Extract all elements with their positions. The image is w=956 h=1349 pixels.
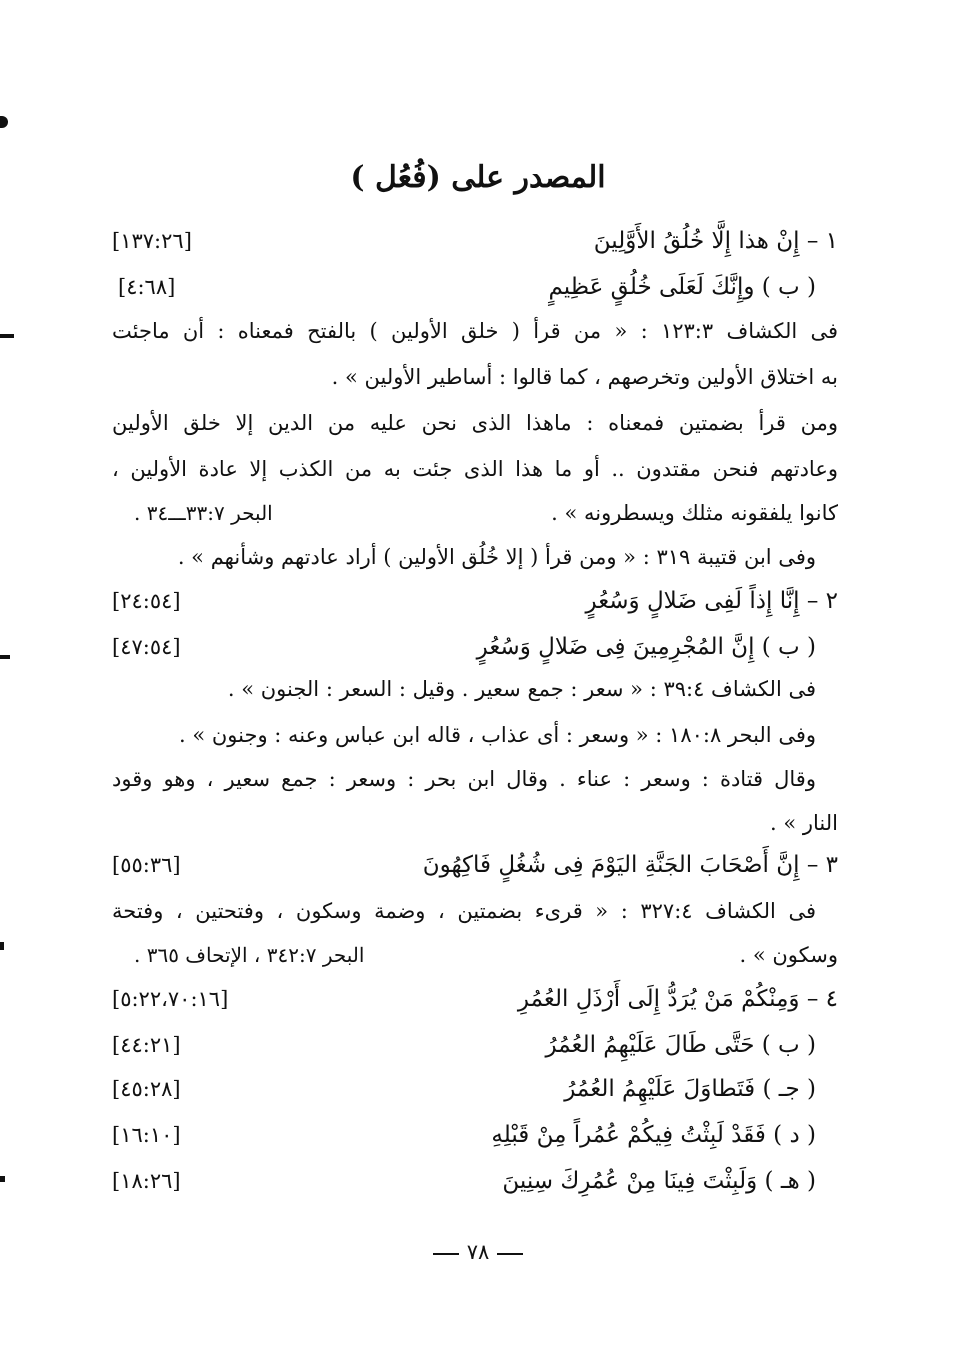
scan-mark	[0, 942, 4, 950]
verse-reference: [٤٤:٢١]	[112, 1033, 181, 1057]
page-number-text: ٧٨	[466, 1240, 490, 1264]
verse-reference: [٤:٦٨]	[118, 275, 176, 299]
verse-reference: [١٦:١٠]	[112, 1123, 181, 1147]
verse-reference: [٢٤:٥٤]	[112, 589, 181, 613]
commentary-text: النار » .	[770, 811, 838, 835]
commentary-text: وقال قتادة : وسعر : عناء . وقال ابن بحر : وسعر : جمع سعير ، وهو وقود	[112, 767, 816, 791]
commentary-text: وعادتهم فنحن مقتدون .. أو ما هذا الذى جئت به من الكذب إلا عادة الأولين ،	[112, 457, 838, 481]
scan-mark	[0, 334, 14, 338]
dash-right	[433, 1253, 459, 1255]
text-line	[112, 714, 838, 756]
commentary-text: فى الكشاف ٣٢٧:٤ : « قرىء بضمتين ، وضمة وسكون ، وفتحتين ، وفتحة	[112, 899, 816, 923]
text-line	[112, 402, 838, 444]
text-line	[112, 356, 838, 398]
commentary-text: ومن قرأ بضمتين فمعناه : ماهذا الذى نحن عليه من الدين إلا خلق الأولين	[112, 411, 838, 435]
verse-text: ( ب ) حَتَّى طَالَ عَلَيْهِمُ العُمُرُ	[545, 1032, 816, 1058]
commentary-text: وفى البحر ١٨٠:٨ : « وسعر : أى عذاب ، قاله ابن عباس وعنه : وجنون » .	[179, 723, 816, 747]
source-note: البحر ٣٤٢:٧ ، الإتحاف ٣٦٥ .	[134, 943, 365, 967]
scan-mark	[0, 116, 8, 128]
page-title: المصدر على (فُعُل )	[350, 160, 606, 195]
verse-text: ( ب ) وإِنَّكَ لَعَلَى خُلُقٍ عَظِيمٍ	[548, 274, 816, 300]
text-line	[112, 890, 838, 932]
verse-line	[112, 1024, 838, 1066]
verse-line	[112, 1114, 838, 1156]
verse-text: ٣ – إِنَّ أَصْحَابَ الجَنَّةِ اليَوْمَ فِى شُغُلٍ فَاكِهُونَ	[422, 852, 838, 878]
commentary-text: وسكون » .	[739, 943, 838, 967]
verse-text: ٢ – إِنَّا إِذاً لَفِى ضَلالٍ وَسُعُرٍ	[585, 588, 838, 614]
dash-left	[497, 1253, 523, 1255]
text-line	[112, 668, 838, 710]
text-line	[112, 934, 838, 976]
verse-line	[112, 626, 838, 668]
verse-line	[112, 266, 838, 308]
verse-text: ( هـ ) وَلَبِثْتَ فِينَا مِنْ عُمُرِكَ سِنِينَ	[502, 1168, 816, 1194]
verse-reference: [٤٥:٢٨]	[112, 1077, 181, 1101]
verse-line	[112, 1068, 838, 1110]
verse-line	[112, 580, 838, 622]
verse-line	[112, 220, 838, 262]
verse-line	[112, 978, 838, 1020]
verse-text: ( جـ ) فَتَطاوَلَ عَلَيْهِمُ العُمُرُ	[564, 1076, 816, 1102]
text-line	[112, 310, 838, 352]
commentary-text: فى الكشاف ١٢٣:٣ : « من قرأ ( خلق الأولين ) بالفتح فمعناه : أن ماجئت	[112, 319, 838, 343]
verse-text: ( د ) فَقَدْ لَبِثْتُ فِيكُمْ عُمُراً مِنْ قَبْلِهِ	[491, 1122, 816, 1148]
verse-text: ( ب ) إِنَّ المُجْرِمِينَ فِى ضَلالٍ وَسُعُرٍ	[476, 634, 816, 660]
verse-reference: [٥٥:٣٦]	[112, 853, 181, 877]
text-line	[112, 448, 838, 490]
verse-line	[112, 844, 838, 886]
verse-reference: [٤٧:٥٤]	[112, 635, 181, 659]
text-line	[112, 536, 838, 578]
verse-reference: [١٨:٢٦]	[112, 1169, 181, 1193]
text-line	[112, 492, 838, 534]
scan-mark	[0, 655, 10, 659]
verse-reference: [٥:٢٢،٧٠:١٦]	[112, 987, 229, 1011]
verse-text: ٤ – وَمِنْكُمْ مَنْ يُرَدُّ إِلَى أَرْذَلِ العُمُرِ	[517, 986, 838, 1012]
verse-reference: [١٣٧:٢٦]	[112, 229, 192, 253]
text-line	[112, 758, 838, 800]
scan-mark	[0, 1176, 5, 1182]
commentary-text: فى الكشاف ٣٩:٤ : « سعر : جمع سعير . وقيل : السعر : الجنون » .	[227, 677, 816, 701]
text-line	[112, 802, 838, 844]
source-note: البحر ٣٣:٧ـــ٣٤ .	[134, 501, 273, 525]
verse-text: ١ – إِنْ هذا إِلَّا خُلُقُ الأَوَّلِينَ	[593, 228, 838, 254]
commentary-text: به اختلاق الأولين وتخرصهم ، كما قالوا : أساطير الأولين » .	[331, 365, 838, 389]
verse-line	[112, 1160, 838, 1202]
commentary-text: كانوا يلفقونه مثلك ويسطرونه » .	[551, 501, 838, 525]
commentary-text: وفى ابن قتيبة ٣١٩ : « ومن قرأ ( إلا خُلُق الأولين ) أراد عادتهم وشأنهم » .	[177, 545, 816, 569]
page-number	[0, 1234, 956, 1270]
